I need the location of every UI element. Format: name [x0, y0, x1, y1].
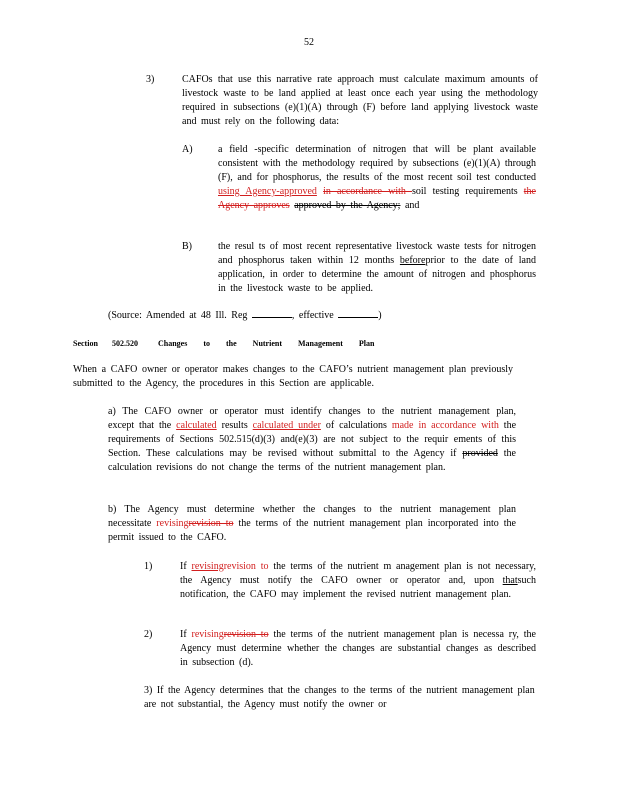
sub-2-text [180, 628, 536, 670]
sub-1-text-1: If [180, 561, 192, 572]
para-a-insertion-2: calculated under [252, 420, 321, 431]
sub-1-text-3: such notification, the CAFO may implement the revised nutrient management plan. [180, 575, 536, 600]
section-number: 502.520 [112, 339, 138, 348]
section-label: Section [73, 339, 98, 348]
para-b-text-1: b) The Agency must determine whether the changes to the nutrient management plan necessitate [108, 504, 516, 529]
para-a-text-4: the requirements of Sections 502.515(d)(3) and(e)(3) are not subject to the requir ements of this Section. These calculations may be revised without submittal to the Agency if [108, 420, 517, 459]
section-intro: When a CAFO owner or operator makes changes to the CAFO’s nutrient management plan previously submitted to the Agency, the procedures in this Section are applicable. [73, 364, 513, 389]
para-b-text-2: the terms of the nutrient management plan incorporated into the permit issued to the CAFO. [108, 518, 516, 543]
para-a-text-5: the calculation revisions do not change the terms of the nutrient management plan. [108, 448, 516, 473]
paragraph-a [108, 405, 516, 475]
sub-3-text-1: 3) If the Agency determines that the changes to the terms of the nutrient management plan are not substantial, the Agency must notify the owner or [144, 685, 535, 710]
item-a-text-4: and [400, 200, 420, 211]
item-a-text-2: soil testing requirements [412, 186, 524, 197]
sub-1-insertion: revising [191, 561, 224, 572]
para-b-deletion: revision to [188, 518, 234, 529]
para-a-text-2: results [216, 420, 253, 431]
item-a-deletion-3: approved by the Agency; [294, 200, 401, 211]
sub-1-underline: that [502, 575, 518, 586]
para-a-text-1: a) The CAFO owner or operator must identify changes to the nutrient management plan, except that the [108, 406, 516, 431]
effective-date-blank [338, 308, 378, 318]
item-b-number: B) [182, 241, 192, 252]
source-text-1: (Source: Amended at 48 Ill. Reg [108, 310, 252, 321]
paragraph-b [108, 503, 516, 545]
item-a-text [218, 143, 536, 213]
item-a-insertion: using Agency-approved [218, 186, 317, 197]
sub-3-text [144, 684, 536, 712]
sub-1-text [180, 560, 536, 602]
source-text-3: ) [378, 310, 382, 321]
item-b-text-2: prior to the date of land application, in order to determine the amount of nitrogen and phosphorus in the livestock waste to be applied. [218, 255, 536, 294]
page-number: 52 [304, 37, 314, 48]
sub-2-text-2: the terms of the nutrient management plan is necessa ry, the Agency must determine whether the changes are substantial changes as described in subsection (d). [180, 629, 536, 668]
source-note [108, 308, 382, 323]
source-text-2: , effective [291, 310, 339, 321]
item-a-text-1: a field -specific determination of nitrogen that will be plant available consistent with the methodology required by subsections (e)(1)(A) through (F), and for phosphorus, the results of the most recent soil test conducted [218, 144, 536, 183]
sub-1-number: 1) [144, 561, 153, 572]
item-b-text-1: the resul ts of most recent representative livestock waste tests for nitrogen and phosphorus taken within 12 months [218, 241, 536, 266]
item-a-number: A) [182, 144, 193, 155]
sub-1-deletion: revision to [223, 561, 269, 572]
para-a-insertion-1: calculated [176, 420, 217, 431]
item-a-deletion-2: the Agency approves [218, 186, 536, 211]
item-b-text [218, 240, 536, 296]
sub-1-text-2: the terms of the nutrient m anagement plan is not necessary, the Agency must notify the CAFO owner or operator and, upon [180, 561, 536, 586]
sub-2-deletion: revision to [223, 629, 269, 640]
section-title: Changes to the Nutrient Management Plan [158, 339, 375, 348]
para-a-insertion-3: made in accordance with [391, 420, 499, 431]
sub-2-number: 2) [144, 629, 153, 640]
para-b-insertion: revising [156, 518, 189, 529]
sub-2-insertion: revising [191, 629, 224, 640]
item-b-underline: before [399, 255, 426, 266]
para-a-text-3: of calculations [320, 420, 392, 431]
para-a-deletion: provided [462, 448, 498, 459]
sub-2-text-1: If [180, 629, 192, 640]
item-3-text: CAFOs that use this narrative rate approach must calculate maximum amounts of livestock waste to be land applied at least once each year using the methodology required in subsections (e)(1)(A) through (F) before land applying livestock waste and must rely on the following data: [182, 74, 538, 127]
item-3-number: 3) [146, 74, 155, 85]
item-a-deletion-1: in accordance with [323, 186, 413, 197]
register-blank [252, 308, 292, 318]
